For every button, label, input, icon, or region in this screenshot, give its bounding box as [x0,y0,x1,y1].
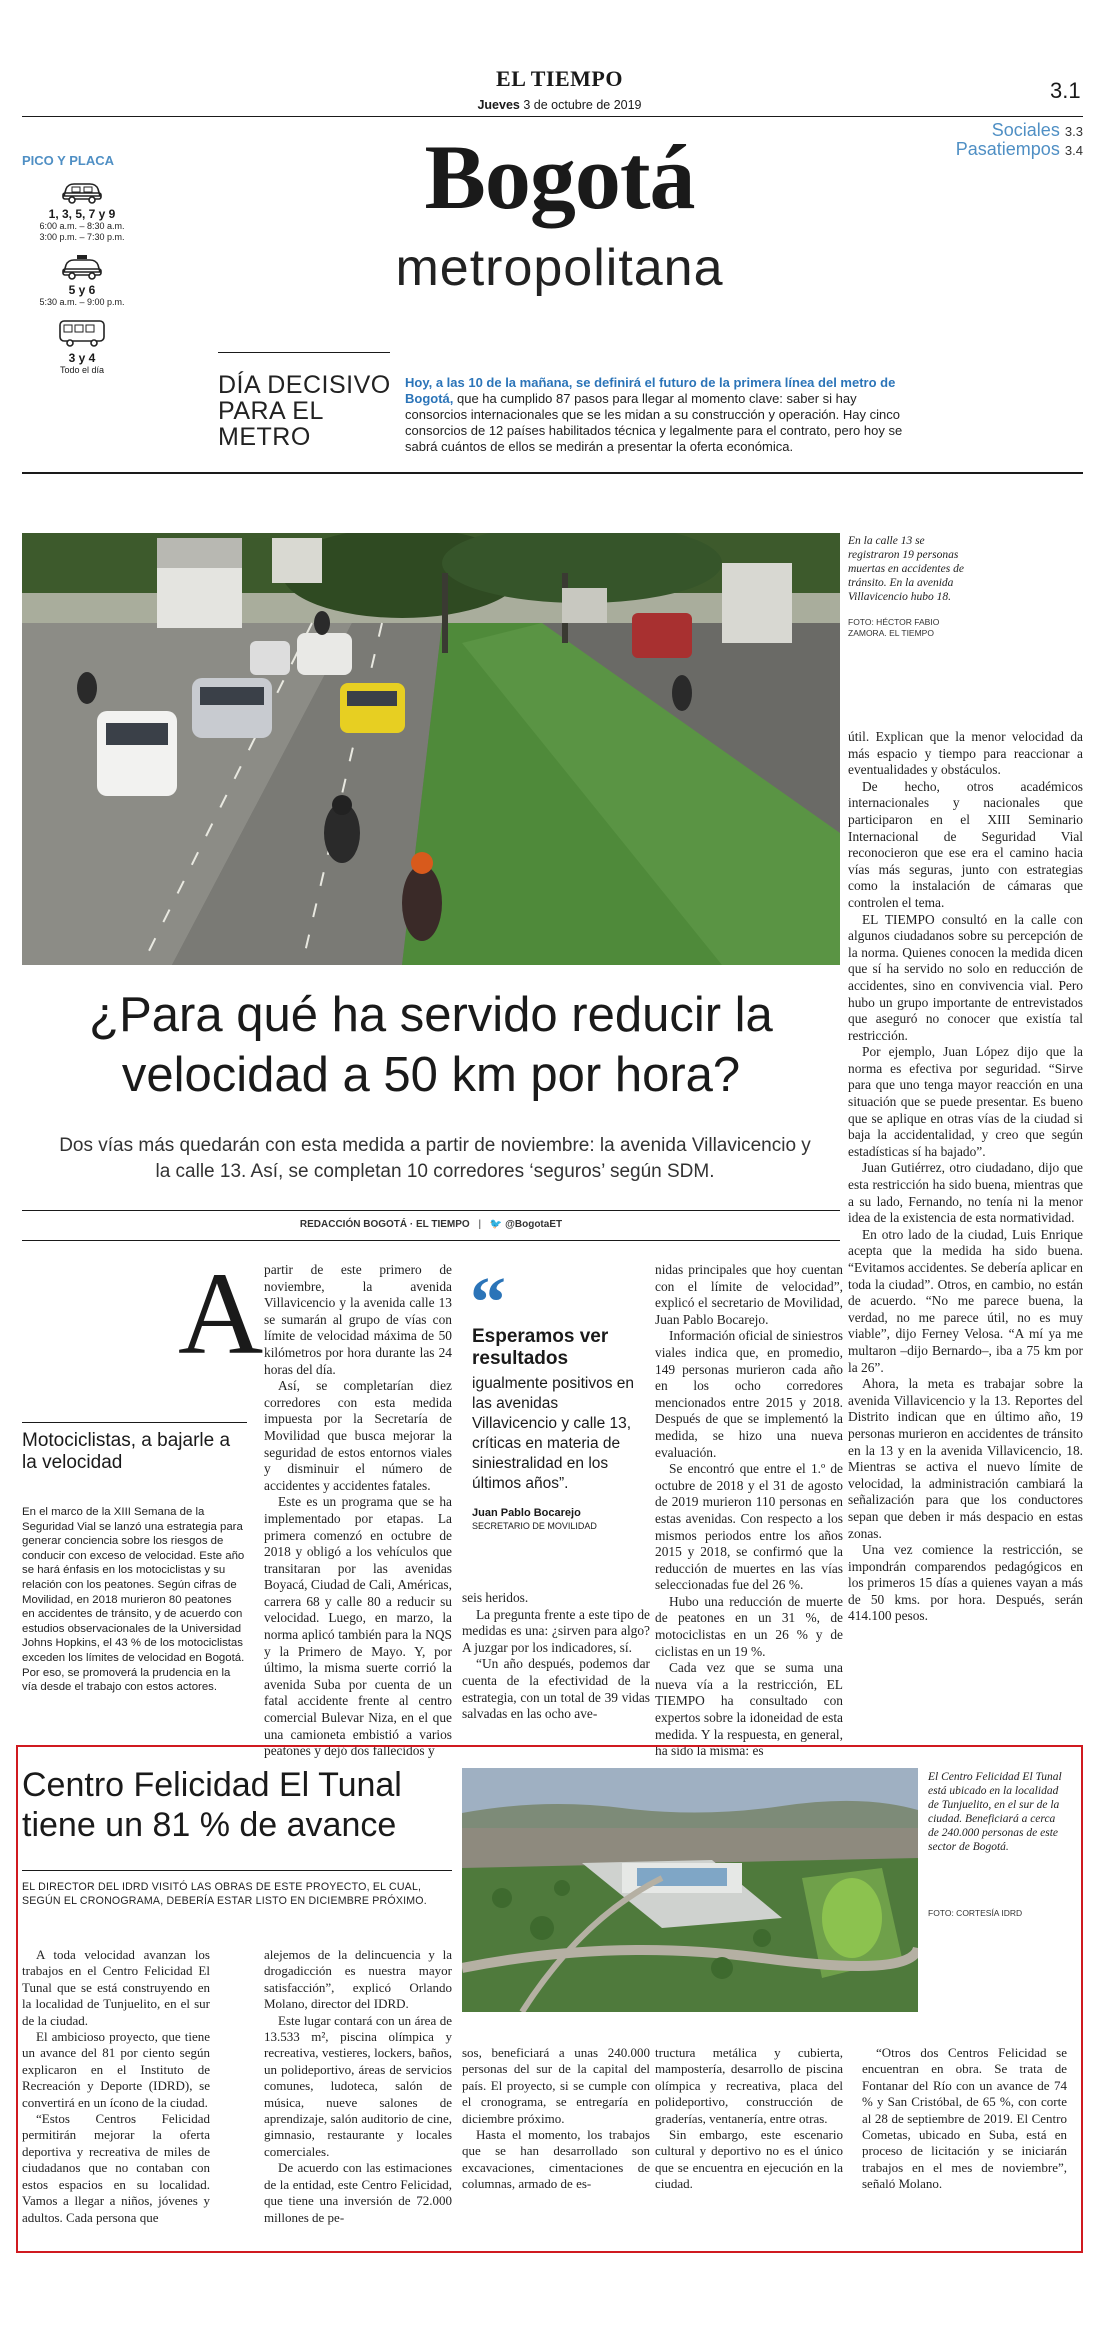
restriction-hours: 5:30 a.m. – 9:00 p.m. [39,297,125,307]
byline-author: REDACCIÓN BOGOTÁ · EL TIEMPO [299,1219,470,1230]
page-number: 3.1 [1050,78,1081,103]
plate-digits: 1, 3, 5, 7 y 9 [48,207,116,221]
paragraph: útil. Explican que la menor velocidad da más espacio y tiempo para reaccionar a eventualidades y obstáculos. [848,729,1083,778]
photo-credit: FOTO: HÉCTOR FABIO ZAMORA. EL TIEMPO [848,617,940,638]
paragraph: Ahora, la meta es trabajar sobre la avenida Villavicencio y la 13. Reportes del Distrito indican que en último año, 19 personas murieron en accidentes de tránsito en la 13 y en la avenida Villavicencio, 18. Mientras se activa el nuevo límite de velocidad, la administración cambiará la señalización para que los conductores sepan que deben ir más despacio en estas zonas. [848,1376,1083,1541]
dia-rule [218,352,390,353]
pico-placa-cars [22,178,142,243]
pico-placa-title: PICO Y PLACA [22,153,114,168]
paragraph: Hubo una reducción de muerte de peatones en un 31 %, de motociclistas en un 26 % y de ciclistas en un 19 %. [655,1593,843,1659]
drop-cap: A [178,1248,264,1379]
pico-placa-buses [22,318,142,376]
article-column-3 [462,1590,650,1723]
twitter-link[interactable] [490,1219,562,1230]
paragraph: Este lugar contará con un área de 13.533 m², piscina olímpica y recreativa, vestieres, lockers, baños, un polideportivo, áreas de servicios comunes, ludoteca, salón de música, nueve salones de aprendizaje, salón auditorio de cine, gimnasio, restaurante y locales comerciales. [264,2012,452,2159]
sidebar-rule [22,1422,247,1423]
tunal-photo-credit: FOTO: CORTESÍA IDRD [928,1908,1023,1918]
paragraph: Por ejemplo, Juan López dijo que la norma es efectiva por seguridad. “Sirve para que uno tenga mayor reacción en una situación que se puede presentar. Es bueno que se aplique en otras vías de la ciudad si baja la accidentalidad, y creo que según estadísticas sí ha bajado”. [848,1044,1083,1159]
tunal-column-1 [22,1947,210,2226]
issue-date [0,98,1119,112]
metro-teaser-title: DÍA DECISIVO PARA EL METRO [218,371,391,451]
section-title: Bogotá [424,126,695,228]
paragraph: “Otros dos Centros Felicidad se encuentran en obra. Se trata de Fontanar del Río con un avance de 74 % y San Cristóbal, de 65 %, con corte al 28 de septiembre de 2019. El Centro Cometas, ubicado en Suba, está en proceso de licitación y se iniciarán trabajos en el mes de noviembre”, señaló Molano. [862,2045,1067,2192]
newspaper-name: EL TIEMPO [496,66,623,91]
restriction-hours: 3:00 p.m. – 7:30 p.m. [39,232,125,242]
quote-role: SECRETARIO DE MOVILIDAD [472,1521,597,1531]
section-subtitle: metropolitana [395,239,724,297]
quote-body: igualmente positivos en las avenidas Villavicencio y calle 13, críticas en materia de siniestralidad en los últimos años”. [472,1375,634,1492]
paragraph: Información oficial de siniestros viales indica que, en promedio, 149 personas murieron cada año en los ocho corredores mencionados entre 2015 y 2018. Después de que se implementó la medida, se hizo una nueva evaluación. [655,1328,843,1460]
paragraph: De hecho, otros académicos internacionales y nacionales que participaron en el XIII Seminario Internacional de Seguridad Vial reconocieron que ese era el camino hacia vías más seguras, junto con estrategias como la instalación de cámaras que controlen el tema. [848,778,1083,910]
paragraph: En otro lado de la ciudad, Luis Enrique acepta que la medida ha sido buena. “Evitamos accidentes. Se debería aplicar en toda la ciudad”. Otros, en cambio, no están de acuerdo. “No me parece buena, la verdad, no me parece útil, no es muy viable”, dijo Ferney Velosa. “A mí ya me multaron –dijo Bernardo–, iba a 75 km por la 26”. [848,1226,1083,1375]
header-rule [22,116,1083,117]
taxi-icon [60,254,104,280]
paragraph: Juan Gutiérrez, otro ciudadano, dijo que esta restricción ha sido buena, mientras que a su lado, Fernando, no tenía ni la menor idea de la existencia de esta normatividad. [848,1160,1083,1226]
paragraph: La pregunta frente a este tipo de medidas es una: ¿sirven para algo? A juzgar por los indicadores, sí. [462,1606,650,1655]
article-column-right [848,729,1083,1625]
tunal-column-4 [655,2045,843,2193]
issue-day: Jueves [477,98,520,112]
paragraph: Por eso, se promoverá la prudencia en la vía desde el trabajo con estos actores. [22,1666,231,1694]
article-headline: ¿Para qué ha servido reducir la velocidad a 50 km por hora? [89,988,773,1102]
article-column-4 [655,1262,843,1760]
car-icon [60,178,104,204]
traffic-photo-illustration [22,533,840,965]
sidebar-text [22,1505,247,1695]
tunal-column-5 [862,2045,1067,2193]
byline-rule-top [22,1210,840,1211]
paragraph: “Un año después, podemos dar cuenta de la efectividad de la estrategia, con un total de 39 vidas salvadas en las ocho ave- [462,1656,650,1722]
byline-rule-bottom [22,1240,840,1241]
paragraph: “Estos Centros Felicidad permitirán mejorar la oferta deportiva y recreativa de miles de ciudadanos que no contaban con estos espacios en su localidad. Vamos a llegar a niños, jóvenes y adultos. Cada persona que [22,2111,210,2225]
section-label: Pasatiempos [955,139,1060,159]
restriction-hours: Todo el día [59,365,105,375]
tunal-photo-caption: El Centro Felicidad El Tunal está ubicado en la localidad de Tunjuelito, en el sur de la ciudad. Beneficiará a cerca de 240.000 personas de este sector de Bogotá. [928,1771,1062,1853]
issue-date-text: 3 de octubre de 2019 [523,98,642,112]
paragraph: alejemos de la delincuencia y la drogadicción es nuestra mayor satisfacción”, explicó Orlando Molano, director del IDRD. [264,1947,452,2012]
paragraph: tructura metálica y cubierta, mampostería, desarrollo de piscina olímpica y recreativa, placa del polideportivo, construcción de graderías, ventanería, entre otras. [655,2045,843,2126]
tunal-column-2 [264,1947,452,2226]
tunal-column-3 [462,2045,650,2193]
plate-digits: 5 y 6 [68,283,96,297]
paragraph: EL TIEMPO consultó en la calle con algunos ciudadanos sobre su percepción de la norma. Quienes conocen la medida dicen que sí ha servido no solo en reducción de accidentes, sino en convivencia vial. Pero hubo un grupo importante de entrevistados que aseguró no conocer que existía tal restricción. [848,911,1083,1043]
metro-teaser-text [405,375,915,455]
metro-teaser-lead: Hoy, a las 10 de la mañana, se definirá el futuro de la primera línea del metro de Bogotá, [405,375,896,406]
plate-digits: 3 y 4 [68,351,96,365]
twitter-icon: 🐦 [489,1219,503,1230]
paragraph: Este es un programa que se ha implementado por etapas. La primera comenzó en octubre de 2018 y obligó a los vehículos que transitaran por las avenidas Boyacá, Ciudad de Cali, Américas, carrera 68 y calle 80 a reducir su velocidad. Luego, en marzo, la norma aplicó también para la NQS y la Primero de Mayo. Y, por último, la misma suerte corrió la avenida Suba por cuenta de un fatal accidente frente al centro comercial Bulevar Niza, en el que una camioneta embistió a varios peatones y dejó dos fallecidos y [264,1494,452,1759]
paragraph: En el marco de la XIII Semana de la Seguridad Vial se lanzó una estrategia para generar conciencia sobre los riesgos de conducir con exceso de velocidad. Este año se hará énfasis en los motociclistas y su relación con los peatones. Según cifras de Movilidad, en 2018 murieron 80 peatones en accidentes de tránsito, y de acuerdo con estudios observacionales de la Universidad Johns Hopkins, el 43 % de los motociclistas exceden los límites de velocidad en Bogotá. [22,1506,245,1664]
quote-heading: Esperamos ver resultados [472,1326,609,1369]
paragraph: Sin embargo, este escenario cultural y deportivo no es el único que se encuentra en ejecución en la ciudad. [655,2127,843,2192]
paragraph: El ambicioso proyecto, que tiene un avance del 81 por ciento según explicaron en el Instituto de Recreación y Deporte (IDRD), se convertirá en un ícono de la ciudad. [22,2029,210,2110]
section-page: 3.4 [1064,143,1083,158]
bus-icon [57,318,107,348]
header-bottom-rule [22,472,1083,474]
photo-caption: En la calle 13 se registraron 19 personas muertas en accidentes de tránsito. En la avenida Villavicencio hubo 18. [848,535,964,603]
paragraph: Hasta el momento, los trabajos que se han desarrollado son excavaciones, cimentaciones de columnas, armado de es- [462,2127,650,2192]
paragraph: Una vez comience la restricción, se impondrán comparendos pedagógicos en los primeros 15 días a quienes vayan a más de 50 kms. por hora. Después, serán 414.100 pesos. [848,1542,1083,1624]
tunal-rule [22,1870,452,1871]
article-column-2 [264,1262,452,1760]
paragraph: nidas principales que hoy cuentan con el límite de velocidad”, explicó el secretario de Movilidad, Juan Pablo Bocarejo. [655,1262,843,1327]
byline: REDACCIÓN BOGOTÁ · EL TIEMPO | 🐦 @BogotaET [299,1219,563,1230]
restriction-hours: 6:00 a.m. – 8:30 a.m. [39,221,125,231]
quote-author: Juan Pablo Bocarejo [472,1507,581,1519]
paragraph: sos, beneficiará a unas 240.000 personas del sur de la capital del país. El proyecto, si se cumple con el cronograma, se entregaría en diciembre próximo. [462,2045,650,2126]
paragraph: De acuerdo con las estimaciones de la entidad, este Centro Felicidad, que tiene una inversión de 72.000 millones de pe- [264,2160,452,2225]
section-label: Sociales [991,120,1060,140]
tunal-headline: Centro Felicidad El Tunal tiene un 81 % de avance [22,1766,402,1844]
sidebar-heading: Motociclistas, a bajarle a la velocidad [22,1430,231,1473]
twitter-handle: @BogotaET [505,1219,563,1230]
paragraph: Se encontró que entre el 1.º de octubre de 2018 y el 31 de agosto de 2019 murieron 110 personas en estas avenidas. Con respecto a los mismos periodos entre los años 2015 y 2018, se confirmó que la reducción de muertes en las vías seleccionadas fue del 26 %. [655,1461,843,1593]
paragraph: A toda velocidad avanzan los trabajos en el Centro Felicidad El Tunal que se está construyendo en la localidad de Tunjuelito, en el sur de la ciudad. [22,1947,210,2028]
paragraph: Cada vez que se suma una nueva vía a la restricción, EL TIEMPO ha consultado con expertos sobre la idoneidad de esta medida. Y la respuesta, en general, ha sido la misma: es [655,1660,843,1759]
article-deck: Dos vías más quedarán con esta medida a partir de noviembre: la avenida Villavicencio y la calle 13. Así, se completan 10 corredores ‘seguros’ según SDM. [59,1135,811,1182]
pico-placa-taxis [22,254,142,308]
paragraph: partir de este primero de noviembre, la avenida Villavicencio y la avenida calle 13 se sumarán al grupo de vías con límite de velocidad máxima de 50 kilómetros por hora durante las 24 horas del día. [264,1262,452,1377]
section-page: 3.3 [1064,124,1083,139]
quote-mark-icon: “ [470,1262,506,1342]
traffic-photo [22,533,840,965]
paragraph: seis heridos. [462,1590,529,1605]
metro-teaser-body: que ha cumplido 87 pasos para llegar al momento clave: saber si hay consorcios internacionales que se les midan a su construcción y operación. Hay cinco consorcios de 12 países habilitados técnica y legalmente para el contrato, pero hoy se sabrá cuántos de ellos se medirán a presentar la oferta económica. [405,391,903,454]
tunal-aerial-photo [462,1768,918,2012]
paragraph: Así, se completarían diez corredores con esta medida impuesta por la Secretaría de Movilidad que busca mejorar la seguridad de estos entornos viales y disminuir el número de accidentes y accidentes fatales. [264,1378,452,1493]
tunal-deck: EL DIRECTOR DEL IDRD VISITÓ LAS OBRAS DE ESTE PROYECTO, EL CUAL, SEGÚN EL CRONOGRAMA, DEBERÍA ESTAR LISTO EN DICIEMBRE PRÓXIMO. [22,1881,427,1907]
aerial-photo-illustration [462,1768,918,2012]
